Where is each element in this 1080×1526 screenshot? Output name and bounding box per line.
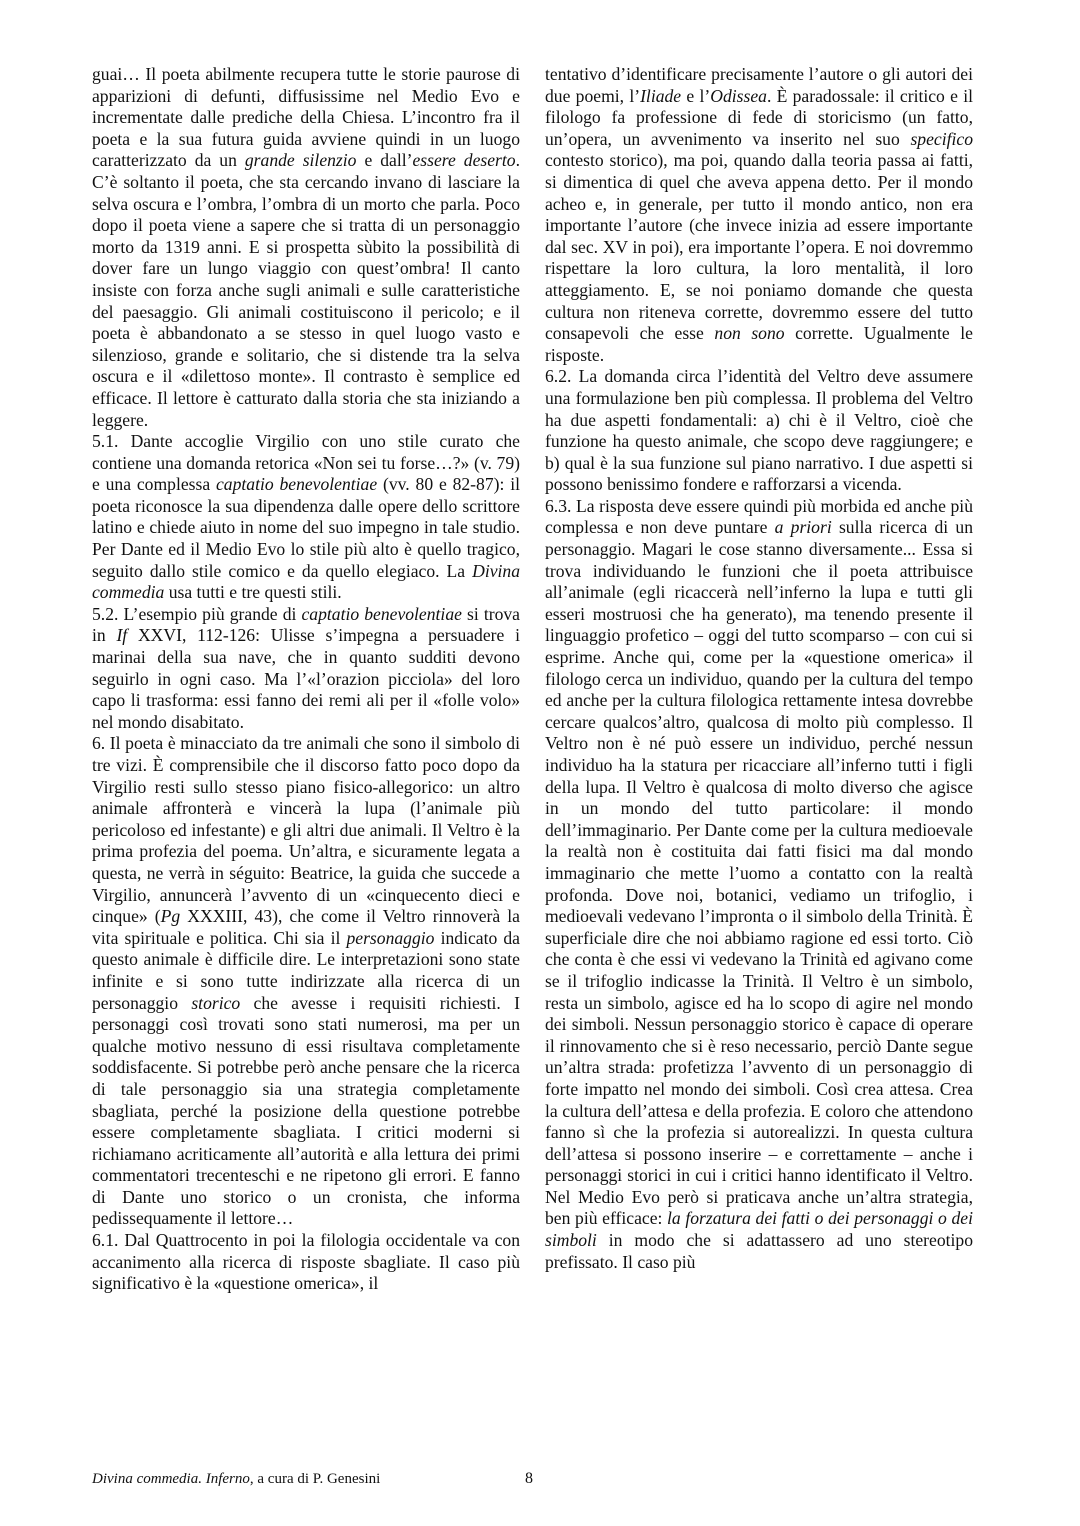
paragraph: tentativo d’identificare precisamente l’autore o gli autori dei due poemi, l’Iliade e l’Odissea. È paradossale: il critico e il filologo fa professione di fede di storicismo (un fatto, un’opera, un avvenimento va inserito nel suo specifico contesto storico), ma poi, quando dalla teoria passa ai fatti, si dimentica di quel che aveva appena detto. Per il mondo acheo e, in generale, per tutto il mondo antico, non era importante l’autore (che invece inizia ad essere importante dal sec. XV in poi), era importante l’opera. E noi dovremmo rispettare la loro cultura, la loro mentalità, il loro atteggiamento. E, se noi poniamo domande che questa cultura non riteneva corrette, dovremmo essere del tutto consapevoli che esse non sono corrette. Ugualmente le risposte. [545, 64, 973, 365]
italic-phrase: la forzatura dei fatti o dei personaggi o dei simboli [545, 1208, 973, 1251]
italic-phrase: Odissea [710, 85, 767, 106]
italic-phrase: personaggio [346, 927, 435, 948]
paragraph: 6.2. La domanda circa l’identità del Veltro deve assumere una formulazione ben più complessa. Il problema del Veltro ha due aspetti fondamentali: a) chi è il Veltro, cioè che funzione ha questo animale, che scopo deve raggiungere; e b) qual è la sua funzione sul piano narrativo. I due aspetti si possono benissimo fondere e rafforzarsi a vicenda. [545, 366, 973, 495]
footer-credit-title: Divina commedia. Inferno [92, 1471, 250, 1487]
paragraph: guai… Il poeta abilmente recupera tutte le storie paurose di apparizioni di defunti, diffusissime nel Medio Evo e incrementate dalle prediche della Chiesa. L’incontro fra il poeta e la sua futura guida avviene quindi in un luogo caratterizzato da un grande silenzio e dall’essere deserto. C’è soltanto il poeta, che sta cercando invano di lasciare la selva oscura e l’ombra, l’ombra di un morto che parla. Poco dopo il poeta viene a sapere che si tratta di un personaggio morto da 1319 anni. E si prospetta sùbito la possibilità di dover fare un lungo viaggio con quest’ombra! Il canto insiste con forza anche sugli animali e sulle caratteristiche del paesaggio. Gli animali costituiscono il pericolo; e il poeta è abbandonato a se stesso in quel luogo vasto e silenzioso, grande e solitario, che si distende tra la selva oscura e il «dilettoso monte». Il contrasto è semplice ed efficace. Il lettore è catturato dalla storia che sta iniziando a leggere. [92, 64, 520, 430]
italic-phrase: Iliade [640, 85, 682, 106]
paragraph: 6.3. La risposta deve essere quindi più morbida ed anche più complessa e non deve puntare a priori sulla ricerca di un personaggio. Magari le cose stanno diversamente... Essa si trova individuando le funzioni che il poeta attribuisce all’animale (egli ricaccerà nell’inferno la lupa e tutti gli esseri mostruosi che ha generato), ma tenendo presente il linguaggio profetico – oggi del tutto scomparso – con cui si esprime. Anche qui, come per la «questione omerica» il filologo cerca un individuo, quando per la cultura del tempo ed anche per la cultura filologica rettamente intesa dovrebbe cercare qualcos’altro, qualcosa di molto più complesso. Il Veltro non è né può essere un individuo, perché nessun individuo ha la statura per ricacciare all’inferno tutti i figli della lupa. Il Veltro è qualcosa di molto diverso che agisce in un mondo del tutto particolare: il mondo dell’immaginario. Per Dante come per la cultura medioevale la realtà non è costituita dai fatti fisici ma dal mondo immaginario che mette l’uomo a contatto con la realtà profonda. Dove noi, botanici, vediamo un trifoglio, i medioevali vedevano l’impronta o il simbolo della Trinità. È superficiale dire che noi abbiamo ragione ed essi torto. Ciò che conta è che essi vi vedevano la Trinità ed agivano come se il trifoglio indicasse la Trinità. Il Veltro è un simbolo, resta un simbolo, agisce ed ha lo scopo di agire nel mondo dei simboli. Nessun personaggio storico è capace di operare il rinnovamento che si è reso necessario, perciò Dante segue un’altra strada: profetizza l’avvento di un personaggio di forte impatto nel mondo dei simboli. Così crea attesa. Crea la cultura dell’attesa e della profezia. E coloro che attendono fanno sì che la profezia si autorealizzi. In questa cultura dell’attesa si possono inserire – e correttamente – anche i personaggi storici in cui i critici hanno identificato il Veltro. Nel Medio Evo però si praticava anche un’altra strategia, ben più efficace: la forzatura dei fatti o dei personaggi o dei simboli in modo che si adattassero ad uno stereotipo prefissato. Il caso più [545, 495, 973, 1272]
paragraph: 6. Il poeta è minacciato da tre animali che sono il simbolo di tre vizi. È comprensibile che il discorso fatto poco dopo da Virgilio resti sullo stesso piano fisico-allegorico: un altro animale affronterà e vincerà la lupa (l’animale più pericoloso ed infestante) e gli altri due animali. Il Veltro è la prima profezia del poema. Un’altra, e sicuramente legata a questa, ne verrà in séguito: Beatrice, la guida che succede a Virgilio, annuncerà l’avvento di un «cinquecento dieci e cinque» (Pg XXXIII, 43), che come il Veltro rinnoverà la vita spirituale e politica. Chi sia il personaggio indicato da questo animale è difficile dire. Le interpretazioni sono state infinite e si sono tutte indirizzate alla ricerca di un personaggio storico che avesse i requisiti richiesti. I personaggi così trovati sono stati numerosi, ma per un qualche motivo nessuno di essi risultava completamente soddisfacente. Si potrebbe però anche pensare che la ricerca di tale personaggio sia una strategia completamente sbagliata, perché la posizione della questione potrebbe essere completamente sbagliata. I critici moderni si richiamano acriticamente all’autorità e alla lettura dei primi commentatori trecenteschi e ne ripetono gli errori. E fanno di Dante uno storico o un cronista, che informa pedissequamente il lettore… [92, 733, 520, 1229]
page-footer [92, 1470, 968, 1488]
italic-phrase: Pg [160, 906, 181, 927]
right-text-column [545, 64, 973, 1273]
italic-phrase: non sono [714, 323, 785, 344]
footer-credit-editor: , a cura di P. Genesini [249, 1471, 381, 1487]
page-number: 8 [525, 1470, 533, 1487]
italic-phrase: essere deserto [412, 150, 516, 171]
italic-phrase: captatio benevolentiae [215, 474, 378, 495]
italic-phrase: storico [191, 992, 241, 1013]
italic-phrase: grande silenzio [244, 150, 357, 171]
italic-phrase: If [116, 625, 128, 646]
italic-phrase: specifico [910, 128, 973, 149]
footer-credit [92, 1471, 380, 1487]
italic-phrase: captatio benevolentiae [301, 603, 462, 624]
paragraph: 5.1. Dante accoglie Virgilio con uno stile curato che contiene una domanda retorica «Non sei tu forse…?» (v. 79) e una complessa captatio benevolentiae (vv. 80 e 82-87): il poeta riconosce la sua dipendenza dalle opere dello scrittore latino e chiede aiuto in nome del suo impegno in tale studio. Per Dante ed il Medio Evo lo stile più alto è quello tragico, seguito dallo stile comico e da quello elegiaco. La Divina commedia usa tutti e tre questi stili. [92, 431, 520, 603]
paragraph: 6.1. Dal Quattrocento in poi la filologia occidentale va con accanimento alla ricerca di risposte sbagliate. Il caso più significativo è la «questione omerica», il [92, 1230, 520, 1294]
italic-phrase: a priori [774, 517, 832, 538]
italic-phrase: Divina commedia [92, 560, 520, 603]
left-text-column [92, 64, 520, 1295]
paragraph: 5.2. L’esempio più grande di captatio benevolentiae si trova in If XXVI, 112-126: Ulisse s’impegna a persuadere i marinai della sua nave, che in quanto sudditi devono seguirlo in ogni caso. Ma l’«l’orazion picciola» del loro capo li trasforma: essi fanno dei remi ali per il «folle volo» nel mondo disabitato. [92, 603, 520, 732]
